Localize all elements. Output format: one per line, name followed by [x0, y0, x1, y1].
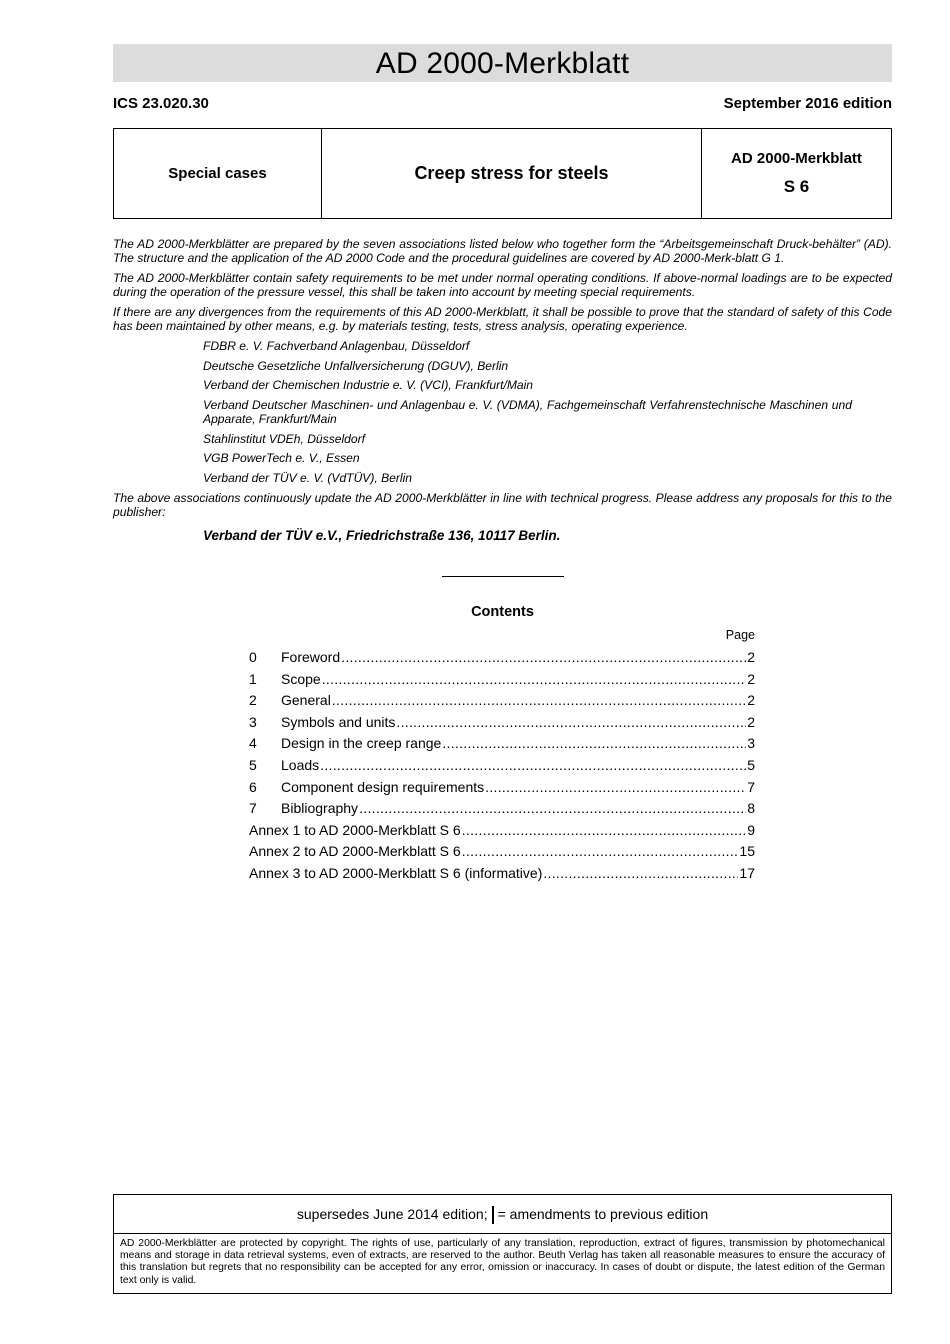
- toc-entry-title: Annex 1 to AD 2000-Merkblatt S 6: [249, 821, 461, 838]
- toc-leader-dots: [396, 714, 746, 730]
- doc-id-cell: [702, 129, 891, 218]
- footer-box: [113, 1194, 892, 1294]
- toc-entry-number: 6: [249, 778, 257, 795]
- ics-code: ICS 23.020.30: [113, 95, 209, 112]
- association-item: VGB PowerTech e. V., Essen: [203, 451, 360, 465]
- association-item: Verband der Chemischen Industrie e. V. (VCI), Frankfurt/Main: [203, 378, 534, 392]
- toc-leader-dots: [543, 865, 738, 881]
- document-page: [113, 44, 892, 887]
- toc-leader-dots: [320, 757, 746, 773]
- meta-row: [113, 95, 892, 115]
- association-item: Deutsche Gesetzliche Unfallversicherung (DGUV), Berlin: [203, 358, 509, 373]
- toc-entry-page: 8: [747, 800, 755, 817]
- intro-section: [113, 237, 892, 543]
- association-list: [203, 339, 892, 485]
- toc-entry[interactable]: [249, 865, 755, 887]
- toc-entry-number: 0: [249, 649, 257, 665]
- toc-entry-title: Annex 3 to AD 2000-Merkblatt S 6 (informative): [249, 864, 543, 881]
- toc-entry-title: Design in the creep range: [281, 735, 442, 752]
- toc-entry-number: 7: [249, 800, 257, 817]
- toc-entry[interactable]: [249, 649, 755, 671]
- toc-entry[interactable]: [249, 779, 755, 801]
- section-divider: [442, 576, 564, 577]
- toc-entry-title: Component design requirements: [281, 778, 485, 795]
- edition-date: September 2016 edition: [723, 95, 892, 112]
- category-cell: Special cases: [114, 129, 322, 218]
- toc-entry-title: Loads: [281, 756, 320, 773]
- toc-entry-page: 17: [739, 864, 755, 881]
- toc-leader-dots: [485, 779, 746, 795]
- toc-entry[interactable]: [249, 822, 755, 844]
- toc-entry-title: Symbols and units: [281, 713, 396, 730]
- amendment-bar-icon: [492, 1206, 494, 1224]
- toc-leader-dots: [359, 800, 746, 816]
- association-item: Stahlinstitut VDEh, Düsseldorf: [203, 431, 365, 446]
- toc-leader-dots: [341, 649, 746, 665]
- association-item: Verband der TÜV e. V. (VdTÜV), Berlin: [203, 470, 413, 485]
- header-table: [113, 128, 892, 219]
- amendments-text: = amendments to previous edition: [497, 1206, 709, 1222]
- toc-leader-dots: [442, 735, 746, 751]
- toc-entry[interactable]: [249, 714, 755, 736]
- toc-entry-number: 5: [249, 756, 257, 773]
- subject-cell: Creep stress for steels: [322, 129, 702, 218]
- toc-entry-page: 3: [747, 735, 755, 752]
- association-item: FDBR e. V. Fachverband Anlagenbau, Düsseldorf: [203, 339, 470, 353]
- doc-type: AD 2000-Merkblatt: [731, 150, 862, 167]
- toc-entry-page: 7: [747, 778, 755, 795]
- intro-paragraph: The AD 2000-Merkblätter are prepared by the seven associations listed below who together form the “Arbeitsgemeinschaft Druck-behälter” (AD). The structure and the application of the AD 2000 Code and the procedural guidelines are covered by AD 2000-Merk-blatt G 1.: [113, 237, 892, 265]
- intro-paragraph: The above associations continuously update the AD 2000-Merkblätter in line with technical progress. Please address any proposals for this to the publisher:: [113, 491, 892, 519]
- toc-leader-dots: [462, 822, 747, 838]
- toc-entry-title: Scope: [281, 670, 321, 687]
- doc-code: S 6: [783, 177, 810, 196]
- contents-title: Contents: [471, 604, 534, 620]
- intro-paragraph: The AD 2000-Merkblätter contain safety requirements to be met under normal operating conditions. If above-normal loadings are to be expected during the operation of the pressure vessel, this shall be taken into account by meeting special requirements.: [113, 271, 892, 299]
- toc-entry-page: 2: [747, 692, 755, 709]
- toc-entry[interactable]: [249, 692, 755, 714]
- table-of-contents: [249, 628, 755, 887]
- intro-paragraph: If there are any divergences from the requirements of this AD 2000-Merkblatt, it shall be possible to prove that the standard of safety of this Code has been maintained by other means, e.g. by materials testing, tests, stress analysis, operating experience.: [113, 305, 892, 333]
- page-column-label: Page: [725, 628, 755, 642]
- document-title: AD 2000-Merkblatt: [113, 44, 892, 82]
- toc-entry-title: Bibliography: [281, 800, 359, 817]
- toc-leader-dots: [322, 671, 747, 687]
- toc-entry-title: Foreword: [281, 649, 341, 665]
- toc-entry[interactable]: [249, 843, 755, 865]
- toc-entry-page: 5: [747, 756, 755, 773]
- toc-entry-page: 2: [747, 713, 755, 730]
- toc-entry-page: 2: [747, 649, 755, 665]
- toc-entry-number: 1: [249, 670, 257, 687]
- toc-entry[interactable]: [249, 757, 755, 779]
- toc-leader-dots: [462, 843, 739, 859]
- supersedes-line: [114, 1195, 891, 1234]
- toc-entry[interactable]: [249, 735, 755, 757]
- toc-entry-number: 2: [249, 692, 257, 709]
- copyright-notice: AD 2000-Merkblätter are protected by copyright. The rights of use, particularly of any translation, reproduction, extract of figures, transmission by photomechanical means and storage in data retrieval systems, even of extracts, are reserved to the author. Beuth Verlag has taken all reasonable measures to ensure the accuracy of this translation but regrets that no responsibility can be accepted for any error, omission or inaccuracy. In cases of doubt or dispute, the latest edition of the German text only is valid.: [120, 1238, 885, 1286]
- supersedes-text: supersedes June 2014 edition;: [296, 1206, 488, 1222]
- toc-entry-page: 2: [747, 670, 755, 687]
- association-item: Verband Deutscher Maschinen- und Anlagenbau e. V. (VDMA), Fachgemeinschaft Verfahrenstechnische Maschinen und Apparate, Frankfurt/Main: [203, 397, 852, 426]
- toc-entry-title: Annex 2 to AD 2000-Merkblatt S 6: [249, 843, 461, 860]
- toc-entry-title: General: [281, 692, 331, 709]
- toc-entry-number: 4: [249, 735, 257, 752]
- toc-leader-dots: [332, 692, 746, 708]
- toc-entry[interactable]: [249, 800, 755, 822]
- toc-entry[interactable]: [249, 671, 755, 693]
- publisher-address: Verband der TÜV e.V., Friedrichstraße 136, 10117 Berlin.: [203, 528, 561, 543]
- toc-entry-page: 15: [739, 843, 755, 860]
- toc-entry-number: 3: [249, 713, 257, 730]
- toc-entry-page: 9: [747, 821, 755, 838]
